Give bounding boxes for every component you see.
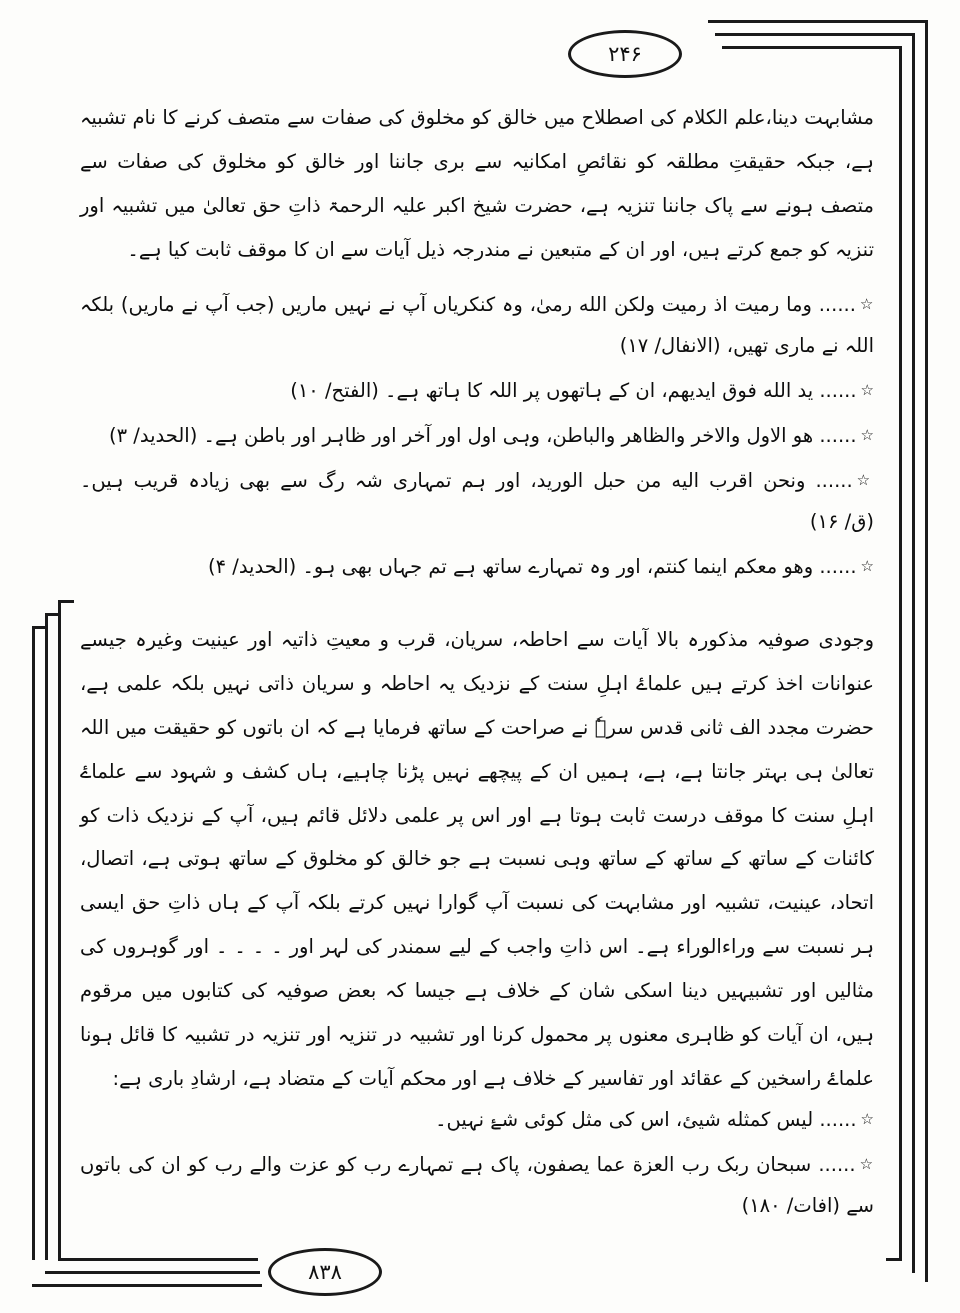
verse-leader-dots: ......	[819, 378, 857, 402]
star-icon: ☆	[860, 380, 874, 399]
star-icon: ☆	[860, 1110, 874, 1128]
verse-item	[80, 461, 874, 543]
frame-line-left-inner	[32, 626, 35, 1260]
frame-tick-bottom-right	[886, 1258, 902, 1261]
frame-line-left-middle	[45, 613, 48, 1260]
verse-reference: (الانفال/ ۱۷)	[619, 333, 721, 357]
verse-leader-dots: ......	[818, 293, 856, 316]
verse-urdu-translation: اور وہ تمہارے ساتھ ہے تم جہاں بھی ہو۔	[296, 554, 641, 578]
frame-tick-left-outer	[58, 600, 74, 603]
verse-item	[80, 1145, 874, 1227]
verse-urdu-translation: اور ہم تمہاری شہ رگ سے بھی زیادہ قریب ہیں۔	[80, 468, 521, 492]
verse-item	[80, 285, 874, 367]
verse-urdu-translation: پاک ہے تمہارے رب کو عزت والے رب کو ان کی باتوں سے	[80, 1152, 874, 1217]
quran-verse-list-secondary	[80, 1100, 874, 1231]
verse-urdu-translation: اس کی مثل کوئی شۓ نہیں۔	[435, 1108, 670, 1131]
paragraph-discussion: وجودی صوفیہ مذکورہ بالا آیات سے احاطہ، سریان، قرب و معیتِ ذاتیہ اور عینیت وغیرہ جیسے عنوانات اخذ کرتے ہیں علماۓ اہلِ سنت کے نزدیک یہ احاطہ و سریان ذاتی نہیں بلکہ علمی ہے، حضرت مجدد الف ثانی قدس سرہٗ نے صراحت کے ساتھ فرمایا ہے کہ ان باتوں کو حقیقت میں اللہ تعالیٰ ہی بہتر جانتا ہے، ہے، ہمیں ان کے پیچھے نہیں پڑنا چاہیے، ہاں کشف و شہود سے علماۓ اہلِ سنت کا موقف درست ثابت ہوتا ہے اور اس پر علمی دلائل قائم ہیں، آپ کے نزدیک ذات کو کائنات کے ساتھ کے ساتھ کے ساتھ وہی نسبت ہے جو خالق کو مخلوق کے ساتھ ہوتی ہے، اتصال، اتحاد، عینیت، تشبیہ اور مشابہت کی نسبت آپ گوارا نہیں کرتے بلکہ آپ کے ہاں ذاتِ حق ایسی ہر نسبت سے وراءالوراء ہے۔ اس ذاتِ واجب کے لیے سمندر کی لہر اور ۔ ۔ ۔ ۔ اور گوہروں کی مثالیں اور تشبیہیں دینا اسکی شان کے خلاف ہے جیسا کہ بعض صوفیہ کی کتابوں میں مرقوم ہیں، ان آیات کو ظاہری معنوں پر محمول کرنا اور تشبیہ در تنزیہ اور تنزیہ در تشبیہ کا قائل ہونا علماۓ راسخین کے عقائد اور تفاسیر کے خلاف ہے اور محکم آیات کے متضاد ہے، ارشادِ باری ہے:	[80, 628, 874, 1090]
verse-arabic-text: هو الاول والاخر والظاهر والباطن،	[539, 423, 820, 447]
verse-urdu-translation: وہ کنکریاں آپ نے نہیں ماریں (جب آپ نے ماریں) بلکہ اللہ نے ماری تھیں،	[80, 293, 874, 357]
verse-reference: (الفتح/ ۱۰)	[290, 378, 379, 402]
verse-reference: (الحدید/ ۳)	[109, 423, 198, 447]
verse-reference: (ق/ ۱۶)	[809, 509, 874, 533]
verse-leader-dots: ......	[819, 554, 857, 578]
verse-urdu-translation: ان کے ہاتھوں پر اللہ کا ہاتھ ہے۔	[378, 378, 656, 402]
verse-item	[80, 1100, 874, 1141]
verse-leader-dots: ......	[815, 468, 853, 492]
frame-line-vertical-outer	[899, 46, 902, 1261]
quran-verse-list-primary	[80, 285, 874, 592]
verse-leader-dots: ......	[819, 1108, 857, 1131]
verse-leader-dots: ......	[818, 1152, 856, 1176]
page-number-bottom: ۸۳۸	[268, 1248, 382, 1296]
frame-line-horizontal-middle	[715, 33, 915, 36]
verse-arabic-text: سبحان ربک رب العزة عما يصفون،	[519, 1152, 819, 1176]
verse-arabic-text: وما رميت اذ رميت ولكن الله رمىٰ،	[522, 293, 819, 316]
verse-arabic-text: ونحن اقرب اليه من حبل الوريد،	[520, 468, 816, 492]
frame-tick-left-inner	[32, 626, 48, 629]
star-icon: ☆	[860, 556, 874, 575]
frame-tick-left-middle	[45, 613, 61, 616]
verse-item	[80, 371, 874, 412]
verse-urdu-translation: وہی اول اور آخر اور ظاہر اور باطن ہے۔	[197, 423, 540, 447]
verse-reference: (الحدید/ ۴)	[207, 554, 297, 578]
frame-line-horizontal-inner	[708, 20, 928, 23]
verse-arabic-text: ليس كمثله شیئ،	[669, 1108, 820, 1131]
verse-arabic-text: وهو معكم اينما كنتم،	[640, 554, 820, 578]
page-number-top: ۲۴۶	[568, 30, 682, 78]
frame-line-bottom-inner	[32, 1284, 262, 1287]
frame-line-bottom-middle	[45, 1271, 260, 1274]
frame-line-vertical-middle	[912, 33, 915, 1273]
frame-line-left-outer	[58, 600, 61, 1260]
verse-reference: (افات/ ۱۸۰)	[741, 1193, 841, 1217]
verse-arabic-text: يد الله فوق ايديهم،	[655, 378, 820, 402]
star-icon: ☆	[859, 295, 874, 313]
verse-item	[80, 416, 874, 457]
frame-line-bottom-outer	[58, 1258, 258, 1261]
frame-line-horizontal-outer	[722, 46, 902, 49]
star-icon: ☆	[860, 425, 874, 444]
verse-item	[80, 547, 874, 588]
verse-leader-dots: ......	[819, 423, 857, 447]
star-icon: ☆	[859, 1154, 875, 1173]
star-icon: ☆	[856, 470, 874, 489]
frame-line-vertical-inner	[925, 20, 928, 1282]
paragraph-intro: مشابہت دینا،علم الکلام کی اصطلاح میں خالق کو مخلوق کی صفات سے متصف کرنے کا نام تشبیہ ہے، جبکہ حقیقتِ مطلقہ کو نقائصِ امکانیہ سے بری جاننا اور خالق کو مخلوق کی صفات سے متصف ہونے سے پاک جاننا تنزیہ ہے، حضرت شیخ اکبر علیہ الرحمۃ ذاتِ حق تعالیٰ میں تشبیہ اور تنزیہ کو جمع کرتے ہیں، اور ان کے متبعین نے مندرجہ ذیل آیات سے ان کا موقف ثابت کیا ہے۔	[80, 106, 874, 261]
